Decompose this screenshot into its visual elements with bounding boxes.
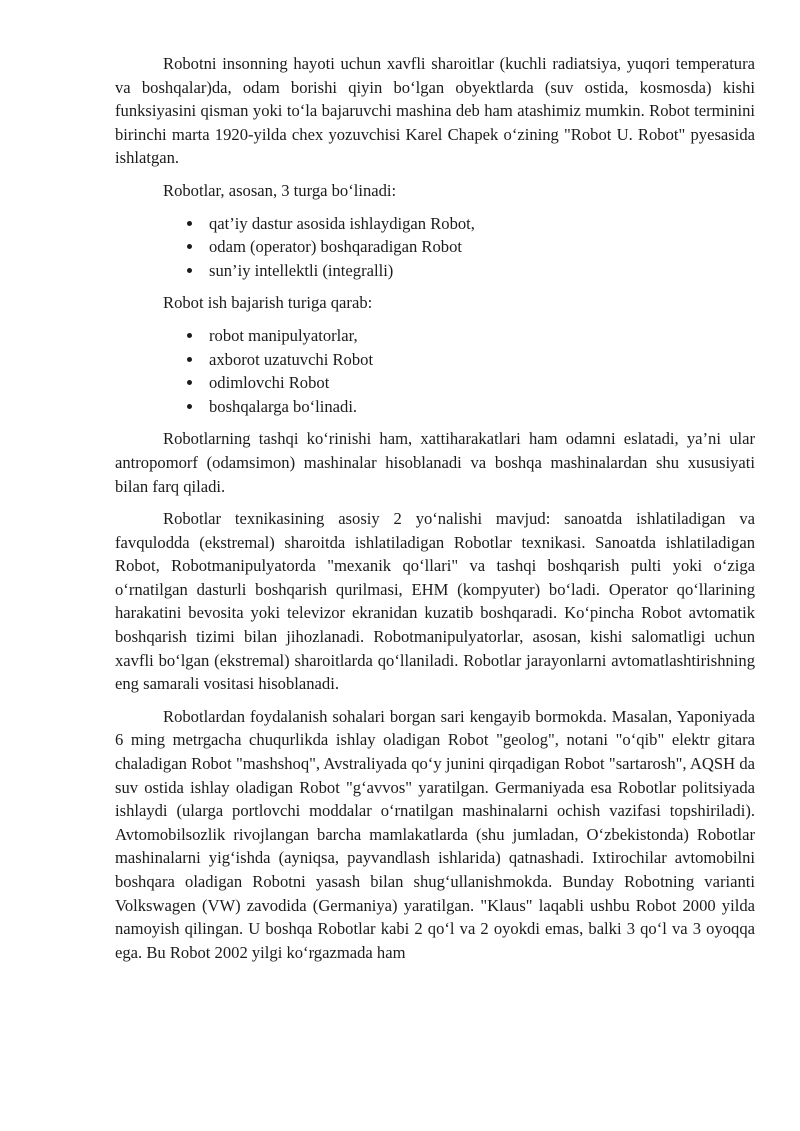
- paragraph-robot-definition: Robotni insonning hayoti uchun xavfli sharoitlar (kuchli radiatsiya, yuqori temperatura va boshqalar)da, odam borishi qiyin bo‘lgan obyektlarda (suv ostida, kosmosda) kishi funksiyasini qisman yoki to‘la bajaruvchi mashina deb ham atashimiz mumkin. Robot terminini birinchi marta 1920-yilda chex yozuvchisi Karel Chapek o‘zining "Robot U. Robot" pyesasida ishlatgan.: [115, 54, 755, 168]
- bullet-icon: [187, 333, 192, 338]
- list-item: odam (operator) boshqaradigan Robot: [185, 235, 755, 259]
- paragraph-robot-applications: Robotlardan foydalanish sohalari borgan sari kengayib bormokda. Masalan, Yaponiyada 6 ming metrgacha chuqurlikda ishlay oladigan Robot "geolog", notani "o‘qib" elektr gitara chaladigan Robot "mashshoq", Avstraliyada qo‘y junini qirqadigan Robot "sartarosh", AQSH da suv ostida ishlay oladigan Robot "g‘avvos" yaratilgan. Germaniyada esa Robotlar politsiyada ishlaydi (ularga portlovchi moddalar o‘rnatilgan mashinalarni ochish vazifasi topshiriladi). Avtomobilsozlik rivojlangan barcha mamlakatlarda (shu jumladan, O‘zbekistonda) Robotlar mashinalarni yig‘ishda (ayniqsa, payvandlash ishlarida) qatnashadi. Ixtirochilar avtomobilni boshqara oladigan Robotni yasash bilan shug‘ullanishmokda. Bunday Robotning varianti Volkswagen (VW) zavodida (Germaniya) yaratilgan. "Klaus" laqabli ushbu Robot 2000 yilda namoyish qilingan. U boshqa Robotlar kabi 2 qo‘l va 2 oyokdi emas, balki 3 qo‘l va 3 oyoqqa ega. Bu Robot 2002 yilgi ko‘rgazmada ham: [115, 706, 755, 962]
- list-item: axborot uzatuvchi Robot: [185, 348, 755, 372]
- bullet-icon: [187, 380, 192, 385]
- paragraph-robot-technology: Robotlar texnikasining asosiy 2 yo‘nalishi mavjud: sanoatda ishlatiladigan va favqulodda (ekstremal) sharoitda ishlatiladigan Robotlar texnikasi. Sanoatda ishlatiladigan Robot, Robotmanipulyatorda "mexanik qo‘llari" va tashqi boshqarish pulti yoki o‘ziga o‘rnatilgan dasturli boshqarish qurilmasi, EHM (kompyuter) bo‘ladi. Operator qo‘llarining harakatini bevosita yoki televizor ekranidan kuzatib boshqaradi. Ko‘pincha Robot avtomatik boshqarish tizimi bilan jihozlanadi. Robotmanipulyatorlar, asosan, kishi salomatligi uchun xavfli bo‘lgan (ekstremal) sharoitlarda qo‘llaniladi. Robotlar jarayonlarni avtomatlashtirishning eng samarali vositasi hisoblanadi.: [115, 509, 755, 694]
- bullet-icon: [187, 244, 192, 249]
- paragraph-anthropomorphic: Robotlarning tashqi ko‘rinishi ham, xattiharakatlari ham odamni eslatadi, ya’ni ular antropomorf (odamsimon) mashinalar hisoblanadi va boshqa mashinalardan shu xususiyati bilan farq qiladi.: [115, 429, 755, 496]
- list-item: odimlovchi Robot: [185, 371, 755, 395]
- paragraph-work-types-intro: Robot ish bajarish turiga qarab:: [163, 293, 373, 313]
- list-item: sun’iy intellektli (integralli): [185, 259, 755, 283]
- bullet-icon: [187, 404, 192, 409]
- work-types-list: [115, 324, 755, 418]
- list-item: boshqalarga bo‘linadi.: [185, 395, 755, 419]
- bullet-icon: [187, 268, 192, 273]
- document-page: [115, 52, 755, 964]
- list-item: qat’iy dastur asosida ishlaydigan Robot,: [185, 212, 755, 236]
- bullet-icon: [187, 221, 192, 226]
- list-item: robot manipulyatorlar,: [185, 324, 755, 348]
- robot-types-list: [115, 212, 755, 283]
- bullet-icon: [187, 357, 192, 362]
- paragraph-robot-types-intro: Robotlar, asosan, 3 turga bo‘linadi:: [163, 180, 397, 200]
